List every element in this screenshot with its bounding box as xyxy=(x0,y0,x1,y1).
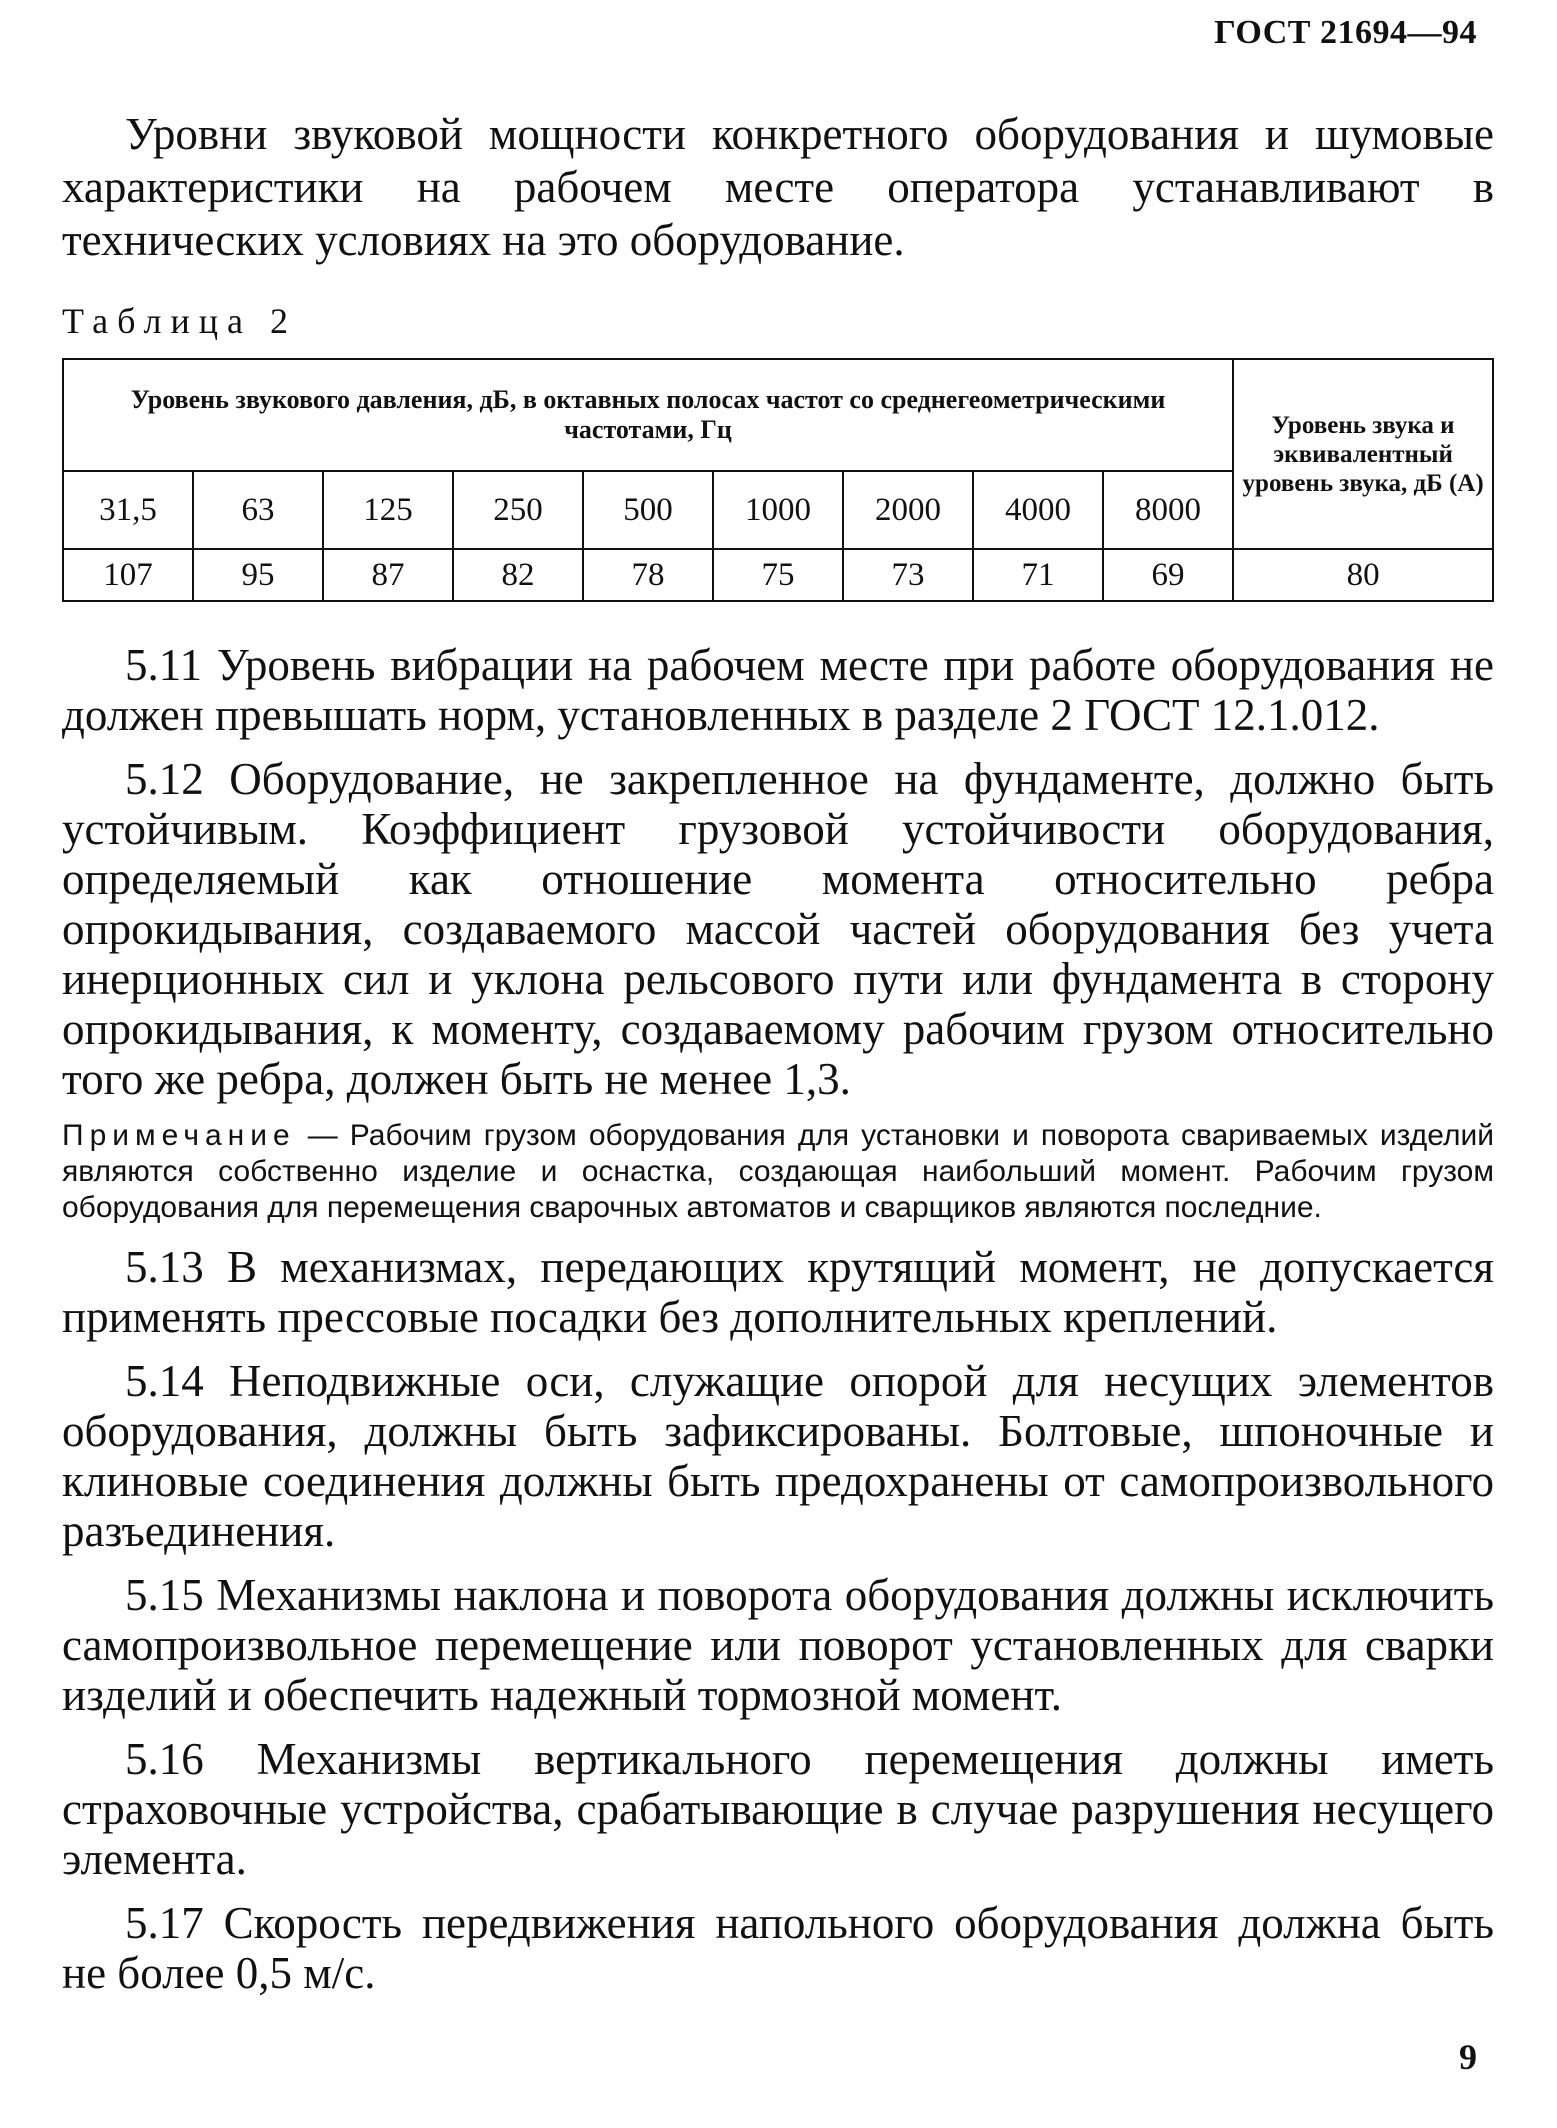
freq-cell: 500 xyxy=(583,471,713,549)
table-header-sound-pressure: Уровень звукового давления, дБ, в октавных полосах частот со среднегеометрическими частотами, Гц xyxy=(63,359,1233,471)
note-text: — Рабочим грузом оборудования для установки и поворота свариваемых изделий являются собственно изделие и оснастка, создающая наибольший момент. Рабочим грузом оборудования для перемещения сварочных автоматов и сварщиков являются последние. xyxy=(62,1119,1494,1224)
value-cell: 107 xyxy=(63,549,193,601)
noise-levels-table xyxy=(62,358,1494,602)
value-cell: 69 xyxy=(1103,549,1233,601)
value-cell: 87 xyxy=(323,549,453,601)
table-header-sound-level: Уровень звука и эквивалентный уровень звука, дБ (А) xyxy=(1233,359,1493,549)
section-5-14: 5.14 Неподвижные оси, служащие опорой для несущих элементов оборудования, должны быть зафиксированы. Болтовые, шпоночные и клиновые соединения должны быть предохранены от самопроизвольного разъединения. xyxy=(62,1356,1494,1556)
freq-cell: 31,5 xyxy=(63,471,193,549)
sections-body xyxy=(62,640,1494,2012)
note-paragraph xyxy=(62,1118,1494,1226)
freq-cell: 2000 xyxy=(843,471,973,549)
section-5-17: 5.17 Скорость передвижения напольного оборудования должна быть не более 0,5 м/с. xyxy=(62,1898,1494,1998)
value-cell: 73 xyxy=(843,549,973,601)
freq-cell: 8000 xyxy=(1103,471,1233,549)
section-5-16: 5.16 Механизмы вертикального перемещения должны иметь страховочные устройства, срабатывающие в случае разрушения несущего элемента. xyxy=(62,1734,1494,1884)
value-cell: 82 xyxy=(453,549,583,601)
freq-cell: 250 xyxy=(453,471,583,549)
intro-paragraph: Уровни звуковой мощности конкретного оборудования и шумовые характеристики на рабочем месте оператора устанавливают в технических условиях на это оборудование. xyxy=(62,109,1494,265)
freq-cell: 4000 xyxy=(973,471,1103,549)
section-5-13: 5.13 В механизмах, передающих крутящий момент, не допускается применять прессовые посадки без дополнительных креплений. xyxy=(62,1242,1494,1342)
value-cell: 75 xyxy=(713,549,843,601)
page-header-standard: ГОСТ 21694—94 xyxy=(1214,14,1477,51)
page-number: 9 xyxy=(1459,2037,1477,2077)
value-cell: 95 xyxy=(193,549,323,601)
section-5-12: 5.12 Оборудование, не закрепленное на фундаменте, должно быть устойчивым. Коэффициент грузовой устойчивости оборудования, определяемый как отношение момента относительно ребра опрокидывания, создаваемого массой частей оборудования без учета инерционных сил и уклона рельсового пути или фундамента в сторону опрокидывания, к моменту, создаваемому рабочим грузом относительно того же ребра, должен быть не менее 1,3. xyxy=(62,754,1494,1104)
freq-cell: 125 xyxy=(323,471,453,549)
table-caption: Таблица 2 xyxy=(62,301,297,341)
section-5-11: 5.11 Уровень вибрации на рабочем месте при работе оборудования не должен превышать норм, установленных в разделе 2 ГОСТ 12.1.012. xyxy=(62,640,1494,740)
value-cell: 78 xyxy=(583,549,713,601)
freq-cell: 1000 xyxy=(713,471,843,549)
section-5-15: 5.15 Механизмы наклона и поворота оборудования должны исключить самопроизвольное перемещение или поворот установленных для сварки изделий и обеспечить надежный тормозной момент. xyxy=(62,1570,1494,1720)
value-cell: 71 xyxy=(973,549,1103,601)
note-label: Примечание xyxy=(62,1119,296,1152)
freq-cell: 63 xyxy=(193,471,323,549)
sound-level-cell: 80 xyxy=(1233,549,1493,601)
